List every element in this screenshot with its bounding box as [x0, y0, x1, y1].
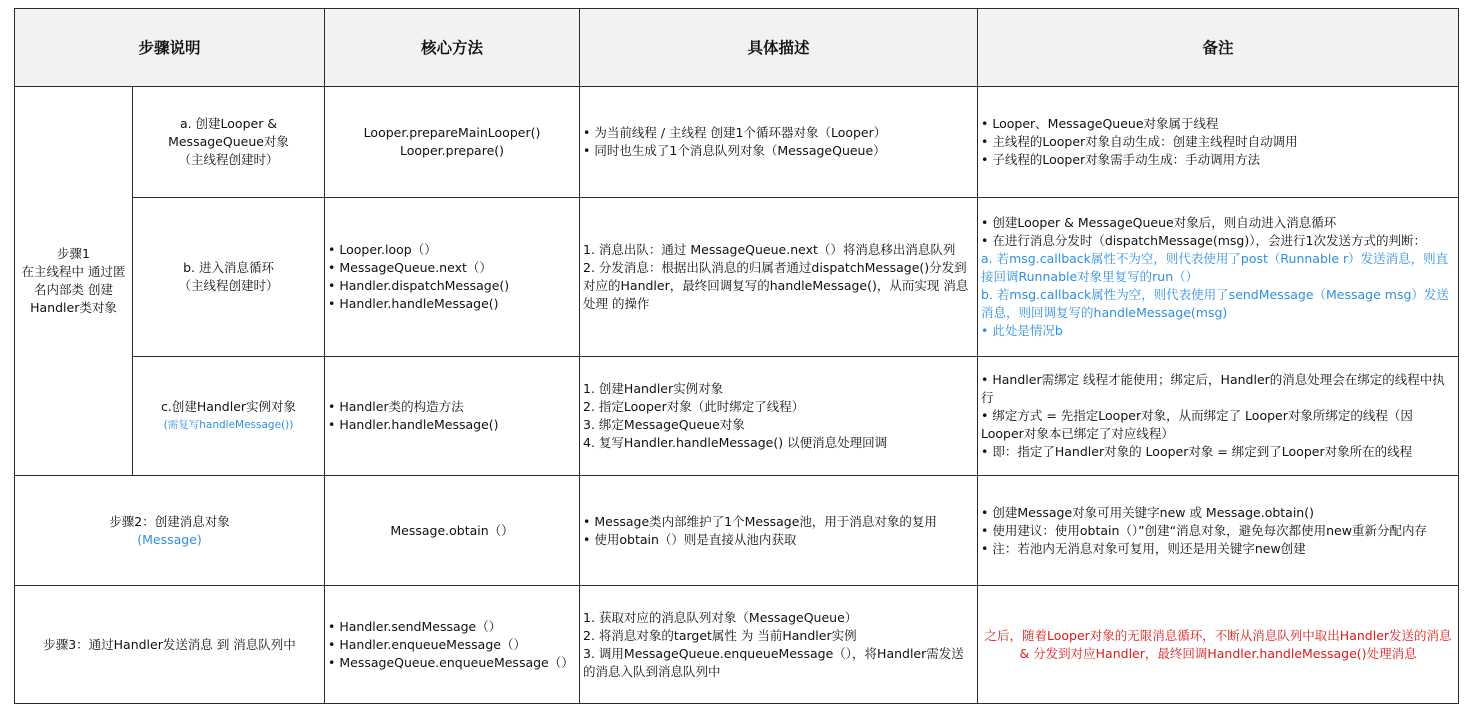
desc-item: 2. 将消息对象的target属性 为 当前Handler实例	[583, 627, 857, 643]
desc-item: • Message类内部维护了1个Message池，用于消息对象的复用	[583, 513, 937, 529]
method-item: Looper.prepare()	[400, 143, 505, 158]
step2-label: 步骤2：创建消息对象	[109, 513, 230, 529]
header-step: 步骤说明	[15, 9, 325, 87]
note-item-highlight: • 此处是情况b	[981, 323, 1063, 338]
desc-item: • 为当前线程 / 主线程 创建1个循环器对象（Looper）	[583, 125, 887, 140]
table-row	[15, 87, 1459, 198]
header-desc: 具体描述	[580, 9, 978, 87]
note-item: • 在进行消息分发时（dispatchMessage(msg)），会进行1次发送方式的判断：	[981, 233, 1426, 248]
desc-item: • 使用obtain（）则是直接从池内获取	[583, 531, 797, 547]
step1b-desc-cell	[580, 198, 978, 357]
method-item: Message.obtain（）	[390, 522, 514, 538]
note-item-highlight: a. 若msg.callback属性不为空，则代表使用了post（Runnable r）发送消息，则直接回调Runnable对象里复写的run（）	[981, 251, 1449, 284]
desc-item: 2. 指定Looper对象（此时绑定了线程）	[583, 399, 805, 414]
note-item: • 使用建议：使用obtain（）”创建“消息对象，避免每次都使用new重新分配内存	[981, 522, 1427, 538]
step1b-title-line: （主线程创建时）	[178, 278, 279, 293]
desc-item: • 同时也生成了1个消息队列对象（MessageQueue）	[583, 143, 886, 158]
step1-label-line: Handler类对象	[30, 300, 117, 315]
step1b-title-line: b. 进入消息循环	[183, 260, 274, 275]
method-item: • Handler.enqueueMessage（）	[328, 636, 526, 652]
desc-item: 1. 获取对应的消息队列对象（MessageQueue）	[583, 609, 858, 625]
table-row	[15, 357, 1459, 476]
step1b-methods-cell	[325, 198, 580, 357]
desc-item: 4. 复写Handler.handleMessage() 以便消息处理回调	[583, 435, 888, 450]
step2-label-cell	[15, 476, 325, 586]
step2-desc-cell	[580, 476, 978, 586]
step1c-methods-cell	[325, 357, 580, 476]
step3-label: 步骤3：通过Handler发送消息 到 消息队列中	[43, 636, 296, 652]
step1c-desc-cell	[580, 357, 978, 476]
step3-notes-cell	[978, 586, 1459, 704]
note-item: • 创建Looper & MessageQueue对象后，则自动进入消息循环	[981, 215, 1337, 230]
step3-desc-cell	[580, 586, 978, 704]
desc-item: 3. 绑定MessageQueue对象	[583, 417, 745, 432]
note-item: • 主线程的Looper对象自动生成：创建主线程时自动调用	[981, 134, 1298, 149]
step2-label-note: (Message)	[137, 531, 202, 547]
step1-label-line: 在主线程中 通过匿	[21, 264, 126, 279]
note-item: • Looper、MessageQueue对象属于线程	[981, 116, 1219, 131]
step1c-notes-cell	[978, 357, 1459, 476]
step1-label-line: 步骤1	[57, 246, 90, 261]
step2-methods-cell	[325, 476, 580, 586]
method-item: Looper.prepareMainLooper()	[363, 125, 541, 140]
step1a-title-cell	[133, 87, 325, 198]
note-item: • 子线程的Looper对象需手动生成：手动调用方法	[981, 152, 1261, 167]
step1a-notes-cell	[978, 87, 1459, 198]
note-item: • 创建Message对象可用关键字new 或 Message.obtain()	[981, 504, 1314, 520]
step1a-methods-cell	[325, 87, 580, 198]
method-item: • Handler.dispatchMessage()	[328, 278, 510, 293]
desc-item: 1. 创建Handler实例对象	[583, 381, 724, 396]
step1b-title-cell	[133, 198, 325, 357]
note-item: • Handler需绑定 线程才能使用；绑定后，Handler的消息处理会在绑定的线程中执行	[981, 372, 1445, 405]
method-item: • MessageQueue.enqueueMessage（）	[328, 654, 574, 670]
step3-note: 之后，随着Looper对象的无限消息循环，不断从消息队列中取出Handler发送的消息 & 分发到对应Handler，最终回调Handler.handleMessage()处理消息	[984, 627, 1452, 661]
step1b-notes-cell	[978, 198, 1459, 357]
desc-item: 3. 调用MessageQueue.enqueueMessage（），将Handler需发送的消息入队到消息队列中	[583, 645, 964, 679]
step1c-title: c.创建Handler实例对象	[160, 399, 297, 414]
step3-methods-cell	[325, 586, 580, 704]
step1c-title-note: (需复写handleMessage())	[163, 419, 294, 431]
steps-table	[14, 8, 1459, 704]
table-row	[15, 476, 1459, 586]
step1a-desc-cell	[580, 87, 978, 198]
header-row	[15, 9, 1459, 87]
table-row	[15, 586, 1459, 704]
step3-label-cell	[15, 586, 325, 704]
method-item: • Handler.sendMessage（）	[328, 618, 502, 634]
note-item-highlight: b. 若msg.callback属性为空，则代表使用了sendMessage（Message msg）发送消息，则回调复写的handleMessage(msg)	[981, 287, 1449, 320]
step2-notes-cell	[978, 476, 1459, 586]
step1-label-line: 名内部类 创建	[34, 282, 113, 297]
method-item: • Handler.handleMessage()	[328, 296, 499, 311]
step1a-title-line: a. 创建Looper &	[179, 116, 278, 131]
method-item: • Handler类的构造方法	[328, 399, 464, 414]
note-item: • 绑定方式 = 先指定Looper对象，从而绑定了 Looper对象所绑定的线程（因Looper对象本已绑定了对应线程）	[981, 408, 1413, 441]
step1a-title-line: （主线程创建时）	[178, 152, 279, 167]
desc-item: 1. 消息出队：通过 MessageQueue.next（）将消息移出消息队列	[583, 242, 956, 257]
header-method: 核心方法	[325, 9, 580, 87]
method-item: • Handler.handleMessage()	[328, 417, 499, 432]
header-notes: 备注	[978, 9, 1459, 87]
note-item: • 注：若池内无消息对象可复用，则还是用关键字new创建	[981, 540, 1306, 556]
table-row	[15, 198, 1459, 357]
step1a-title-line: MessageQueue对象	[168, 134, 289, 149]
step1c-title-cell	[133, 357, 325, 476]
method-item: • MessageQueue.next（）	[328, 260, 492, 275]
method-item: • Looper.loop（）	[328, 242, 437, 257]
step1-label-cell	[15, 87, 133, 476]
note-item: • 即：指定了Handler对象的 Looper对象 = 绑定到了Looper对象所在的线程	[981, 444, 1413, 459]
desc-item: 2. 分发消息：根据出队消息的归属者通过dispatchMessage()分发到对应的Handler，最终回调复写的handleMessage()，从而实现 消息处理 的操作	[583, 260, 969, 311]
